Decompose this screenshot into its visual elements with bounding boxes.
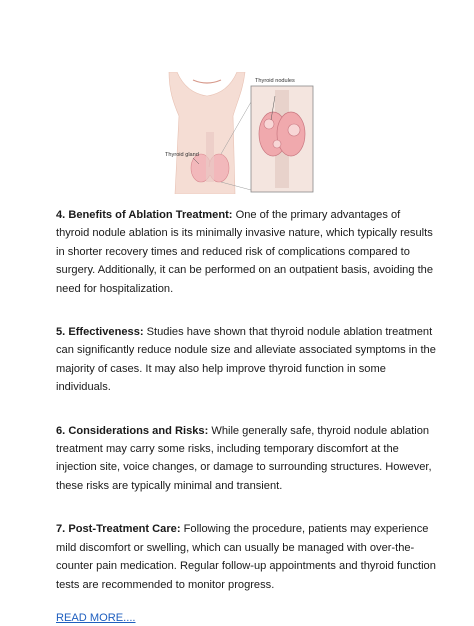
section-heading: 4. Benefits of Ablation Treatment: <box>56 209 233 221</box>
section-text: Following the procedure, patients may experience mild discomfort or swelling, which can usually be managed with over-the-counter pain medication. Regular follow-up appointments and thyroid function tests are recommended to monitor progress. <box>56 523 436 591</box>
nodule-2 <box>288 124 300 136</box>
lips-icon <box>193 80 221 83</box>
thyroid-illustration <box>163 72 315 194</box>
section-text: Studies have shown that thyroid nodule ablation treatment can significantly reduce nodule size and alleviate associated symptoms in the majority of cases. It may also help improve thyroid function in some individuals. <box>56 326 436 394</box>
section-text: While generally safe, thyroid nodule ablation treatment may carry some risks, including temporary discomfort at the injection site, voice changes, or damage to surrounding structures. However, these risks are typically minimal and transient. <box>56 424 432 492</box>
article-body <box>56 206 436 626</box>
trachea-icon <box>206 132 214 182</box>
section-risks <box>56 422 436 496</box>
label-thyroid-nodules: Thyroid nodules <box>255 78 295 84</box>
section-heading: 7. Post-Treatment Care: <box>56 523 181 536</box>
section-post-treatment <box>56 520 436 594</box>
label-thyroid-gland: Thyroid gland <box>165 152 199 158</box>
section-effectiveness <box>56 323 436 397</box>
thyroid-illustration-svg <box>163 72 315 194</box>
section-heading: 5. Effectiveness: <box>56 326 144 339</box>
nodule-1 <box>264 119 274 129</box>
read-more-link[interactable]: READ MORE.... <box>56 611 136 624</box>
nodule-3 <box>273 140 281 148</box>
section-text: One of the primary advantages of thyroid nodule ablation is its minimally invasive nature, which typically results in shorter recovery times and reduced risk of complications compared to surgery. Additionally, it can be performed on an outpatient basis, avoiding the need for hospitalization. <box>56 209 434 295</box>
section-heading: 6. Considerations and Risks: <box>56 424 209 437</box>
section-benefits <box>56 206 436 298</box>
